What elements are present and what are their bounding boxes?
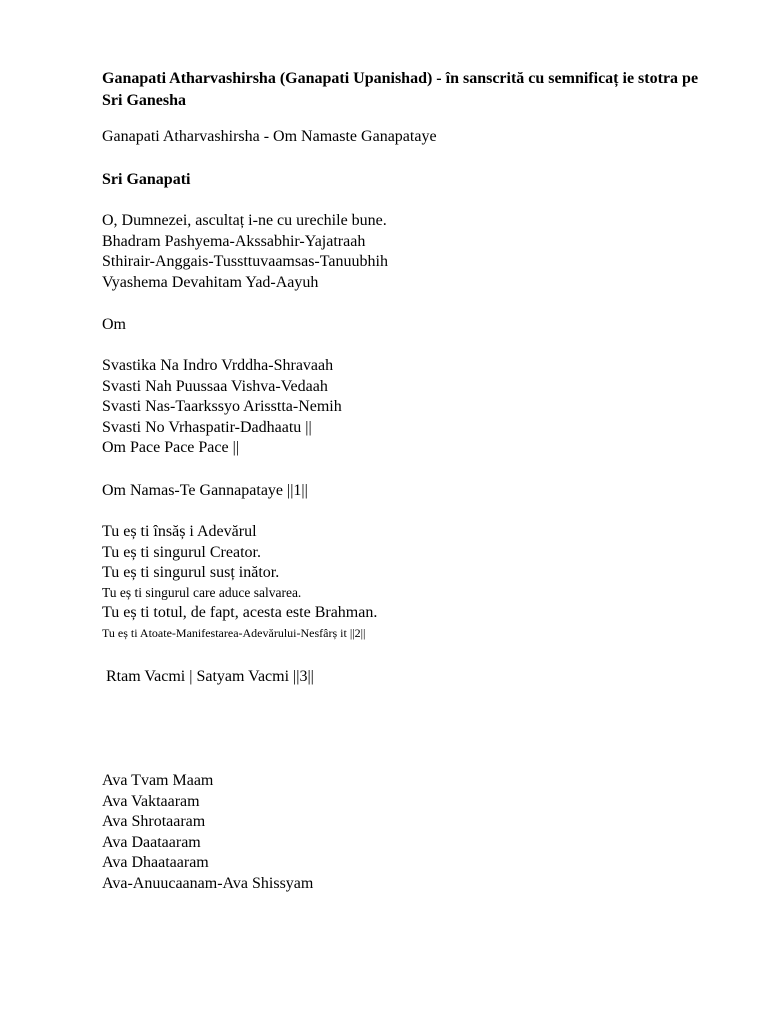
verse-line: O, Dumnezei, ascultaț i-ne cu urechile bune. (102, 212, 387, 229)
verse-line: Tu eș ti singurul Creator. (102, 543, 261, 561)
subtitle: Ganapati Atharvashirsha - Om Namaste Ganapataye (102, 128, 437, 145)
verse-line: Tu eș ti singurul care aduce salvarea. (102, 584, 302, 600)
verse-line: Ava Daataaram (102, 833, 201, 851)
verse-line: Ava Tvam Maam (102, 772, 214, 789)
stanza-2 (102, 356, 342, 459)
verse-line: Svasti No Vrhaspatir-Dadhaatu || (102, 418, 312, 436)
verse-line: Tu eș ti Atoate-Manifestarea-Adevărului-Nesfârș it ||2|| (102, 625, 366, 640)
verse-line: Svasti Nah Puussaa Vishva-Vedaah (102, 377, 328, 395)
verse-line: Svasti Nas-Taarkssyo Arisstta-Nemih (102, 398, 342, 416)
verse-line: Bhadram Pashyema-Akssabhir-Yajatraah (102, 232, 366, 250)
om-line: Om (102, 316, 126, 333)
section-heading: Sri Ganapati (102, 171, 191, 188)
page-title: Ganapati Atharvashirsha (Ganapati Upanishad) - în sanscrită cu semnificaț ie stotra pe Sri Ganesha (102, 70, 699, 109)
verse-line: Ava Dhaataaram (102, 854, 209, 872)
verse-line: Ava Shrotaaram (102, 813, 206, 831)
verse-line: Tu eș ti totul, de fapt, acesta este Brahman. (102, 603, 378, 621)
verse-line: Ava Vaktaaram (102, 792, 200, 810)
stanza-3 (102, 522, 377, 641)
verse-line: Tu eș ti singurul susț inător. (102, 564, 280, 582)
section-heading-block (102, 170, 190, 191)
rtam-block (102, 667, 314, 688)
rtam-line: Rtam Vacmi | Satyam Vacmi ||3|| (102, 668, 314, 685)
subtitle-block (102, 127, 437, 148)
verse-line: Sthirair-Anggais-Tussttuvaamsas-Tanuubhih (102, 253, 388, 271)
verse-line: Ava-Anuucaanam-Ava Shissyam (102, 874, 314, 892)
stanza-4 (102, 771, 313, 895)
om-block (102, 315, 126, 336)
stanza-1 (102, 211, 388, 293)
namaste-block (102, 481, 308, 502)
verse-line: Tu eș ti însăș i Adevărul (102, 523, 257, 540)
namaste-line: Om Namas-Te Gannapataye ||1|| (102, 482, 308, 499)
document-title (102, 68, 722, 112)
verse-line: Vyashema Devahitam Yad-Aayuh (102, 273, 319, 291)
verse-line: Svastika Na Indro Vrddha-Shravaah (102, 357, 334, 374)
verse-line: Om Pace Pace Pace || (102, 439, 240, 457)
